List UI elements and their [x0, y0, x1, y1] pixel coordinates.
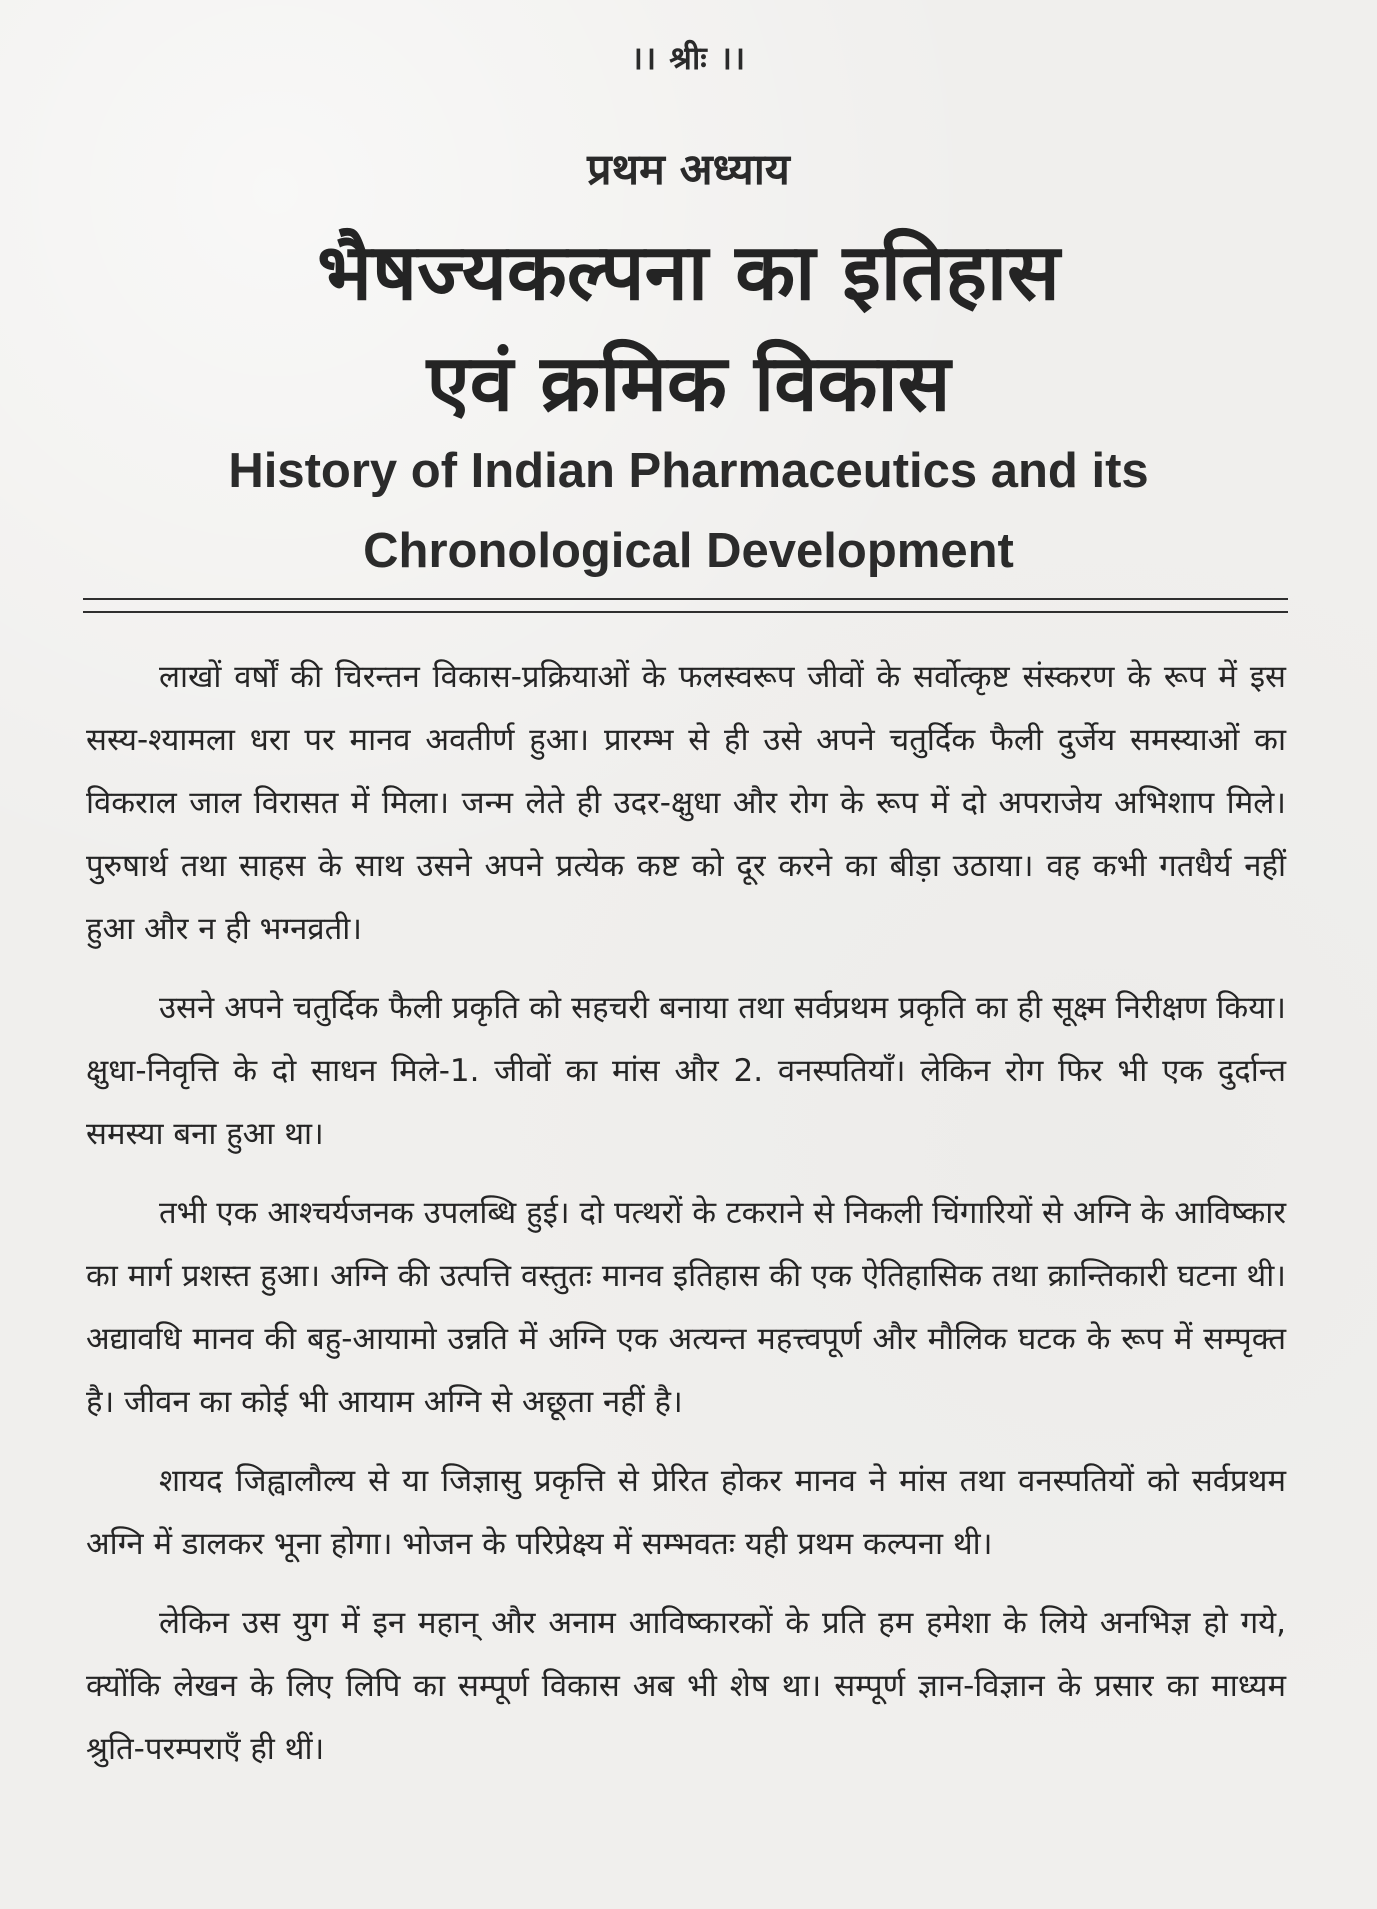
title-divider-top	[83, 598, 1288, 600]
chapter-body	[86, 646, 1286, 1797]
paragraph-3: तभी एक आश्चर्यजनक उपलब्धि हुई। दो पत्थरों के टकराने से निकली चिंगारियों से अग्नि के आविष्कार का मार्ग प्रशस्त हुआ। अग्नि की उत्पत्ति वस्तुतः मानव इतिहास की एक ऐतिहासिक तथा क्रान्तिकारी घटना थी। अद्यावधि मानव की बहु-आयामो उन्नति में अग्नि एक अत्यन्त महत्त्वपूर्ण और मौलिक घटक के रूप में सम्पृक्त है। जीवन का कोई भी आयाम अग्नि से अछूता नहीं है।	[86, 1195, 1286, 1420]
english-title-line-2: Chronological Development	[363, 524, 1014, 578]
invocation-line: ।। श्रीः ।।	[630, 39, 747, 77]
hindi-title-line-2: एवं क्रमिक विकास	[426, 339, 951, 429]
english-title-line-1: History of Indian Pharmaceutics and its	[228, 444, 1149, 498]
paragraph-5: लेकिन उस युग में इन महान् और अनाम आविष्कारकों के प्रति हम हमेशा के लिये अनभिज्ञ हो गये, क्योंकि लेखन के लिए लिपि का सम्पूर्ण विकास अब भी शेष था। सम्पूर्ण ज्ञान-विज्ञान के प्रसार का माध्यम श्रुति-परम्पराएँ ही थीं।	[86, 1605, 1286, 1767]
paragraph-2: उसने अपने चतुर्दिक फैली प्रकृति को सहचरी बनाया तथा सर्वप्रथम प्रकृति का ही सूक्ष्म निरीक्षण किया। क्षुधा-निवृत्ति के दो साधन मिले-1. जीवों का मांस और 2. वनस्पतियाँ। लेकिन रोग फिर भी एक दुर्दान्त समस्या बना हुआ था।	[86, 990, 1286, 1152]
chapter-label: प्रथम अध्याय	[587, 145, 790, 195]
hindi-title-line-1: भैषज्यकल्पना का इतिहास	[317, 228, 1060, 318]
paragraph-4: शायद जिह्वालौल्य से या जिज्ञासु प्रकृत्ति से प्रेरित होकर मानव ने मांस तथा वनस्पतियों को सर्वप्रथम अग्नि में डालकर भूना होगा। भोजन के परिप्रेक्ष्य में सम्भवतः यही प्रथम कल्पना थी।	[86, 1463, 1286, 1562]
title-divider-bottom	[83, 611, 1288, 613]
paragraph-1: लाखों वर्षों की चिरन्तन विकास-प्रक्रियाओं के फलस्वरूप जीवों के सर्वोत्कृष्ट संस्करण के रूप में इस सस्य-श्यामला धरा पर मानव अवतीर्ण हुआ। प्रारम्भ से ही उसे अपने चतुर्दिक फैली दुर्जेय समस्याओं का विकराल जाल विरासत में मिला। जन्म लेते ही उदर-क्षुधा और रोग के रूप में दो अपराजेय अभिशाप मिले। पुरुषार्थ तथा साहस के साथ उसने अपने प्रत्येक कष्ट को दूर करने का बीड़ा उठाया। वह कभी गतधैर्य नहीं हुआ और न ही भग्नव्रती।	[86, 659, 1286, 947]
